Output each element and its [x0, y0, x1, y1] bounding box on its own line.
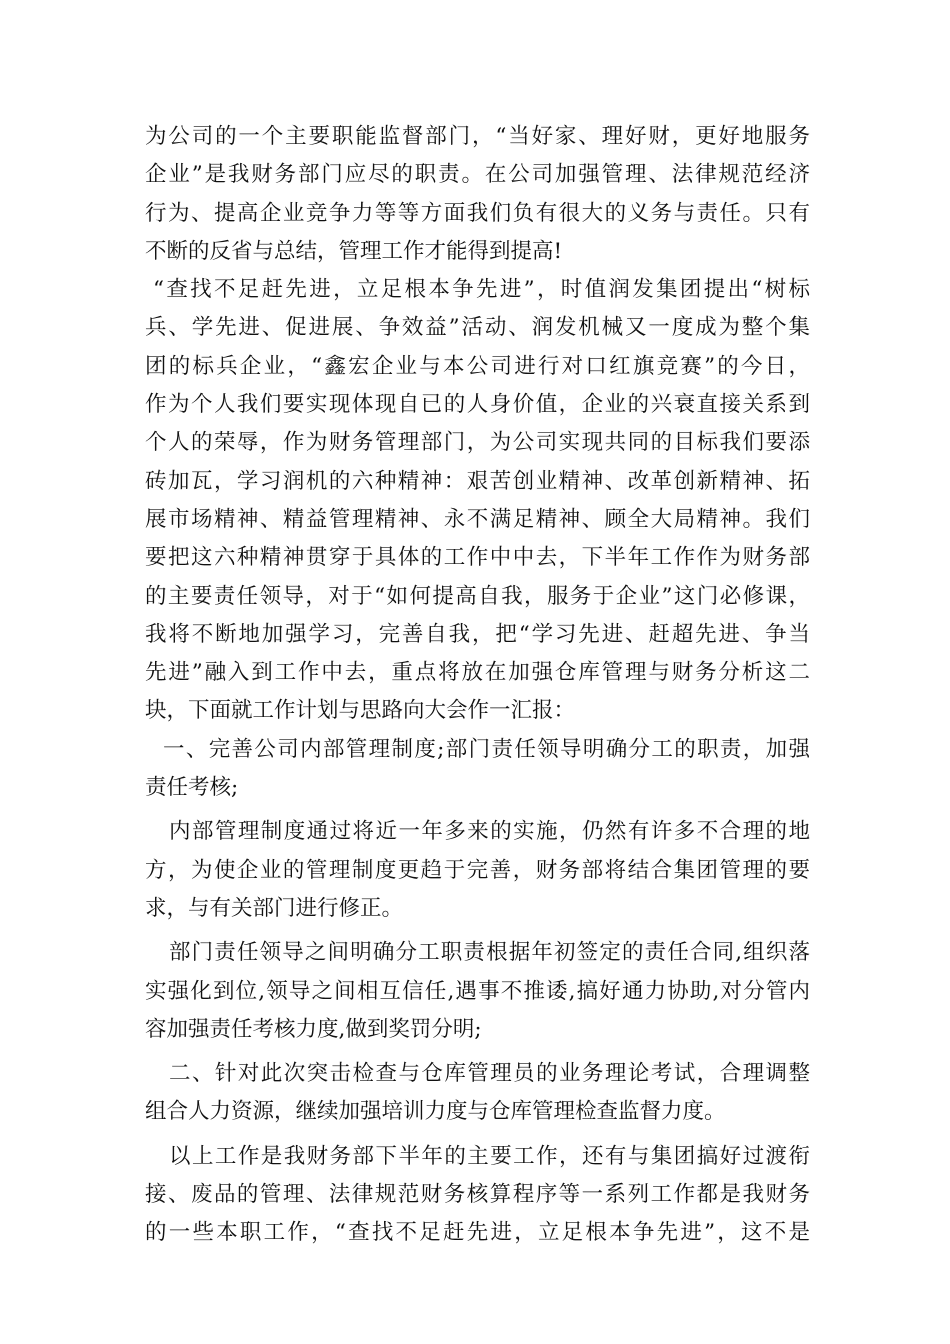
text-line: 方，为使企业的管理制度更趋于完善，财务部将结合集团管理的要 — [145, 857, 810, 883]
text-line: 个人的荣辱，作为财务管理部门，为公司实现共同的目标我们要添 — [145, 430, 810, 456]
text-line: 为公司的一个主要职能监督部门，“当好家、理好财，更好地服务 — [145, 124, 810, 149]
text-line: 作为个人我们要实现体现自已的人身价值，企业的兴衰直接关系到 — [145, 392, 810, 418]
text-line: 不断的反省与总结，管理工作才能得到提高! — [145, 238, 563, 264]
text-line: 砖加瓦，学习润机的六种精神：艰苦创业精神、改革创新精神、拓 — [145, 468, 810, 494]
text-line: 的主要责任领导，对于“如何提高自我，服务于企业”这门必修课， — [145, 583, 810, 609]
text-line: 一、完善公司内部管理制度;部门责任领导明确分工的职责，加强 — [163, 736, 810, 762]
text-line: 以上工作是我财务部下半年的主要工作，还有与集团搞好过渡衔 — [169, 1143, 810, 1169]
text-line: 块，下面就工作计划与思路向大会作一汇报： — [145, 698, 576, 724]
text-line: 内部管理制度通过将近一年多来的实施，仍然有许多不合理的地 — [169, 819, 810, 845]
text-line: 求，与有关部门进行修正。 — [145, 895, 404, 921]
text-line: 实强化到位,领导之间相互信任,遇事不推诿,搞好通力协助,对分管内 — [145, 978, 810, 1004]
document-body — [145, 118, 810, 1253]
text-line: 责任考核; — [145, 775, 239, 801]
text-line: 兵、学先进、促进展、争效益”活动、润发机械又一度成为整个集 — [145, 315, 810, 341]
text-line: 容加强责任考核力度,做到奖罚分明; — [145, 1016, 482, 1042]
text-line: 二、针对此次突击检查与仓库管理员的业务理论考试，合理调整 — [169, 1061, 810, 1087]
text-line: 行为、提高企业竞争力等等方面我们负有很大的义务与责任。只有 — [145, 200, 810, 226]
text-line: 我将不断地加强学习，完善自我，把“学习先进、赶超先进、争当 — [145, 621, 810, 647]
text-line: 组合人力资源，继续加强培训力度与仓库管理检查监督力度。 — [145, 1099, 726, 1125]
text-line: “查找不足赶先进，立足根本争先进”，时值润发集团提出“树标 — [153, 277, 810, 303]
text-line: 部门责任领导之间明确分工职责根据年初签定的责任合同,组织落 — [169, 940, 810, 966]
text-line: 团的标兵企业，“鑫宏企业与本公司进行对口红旗竞赛”的今日， — [145, 353, 810, 379]
text-line: 的一些本职工作，“查找不足赶先进，立足根本争先进”，这不是 — [145, 1220, 810, 1246]
text-line: 展市场精神、精益管理精神、永不满足精神、顾全大局精神。我们 — [145, 506, 810, 532]
text-line: 接、废品的管理、法律规范财务核算程序等一系列工作都是我财务 — [145, 1182, 810, 1208]
text-line: 企业”是我财务部门应尽的职责。在公司加强管理、法律规范经济 — [145, 162, 810, 188]
text-line: 要把这六种精神贯穿于具体的工作中中去，下半年工作作为财务部 — [145, 545, 810, 571]
text-line: 先进”融入到工作中去，重点将放在加强仓库管理与财务分析这二 — [145, 660, 810, 686]
